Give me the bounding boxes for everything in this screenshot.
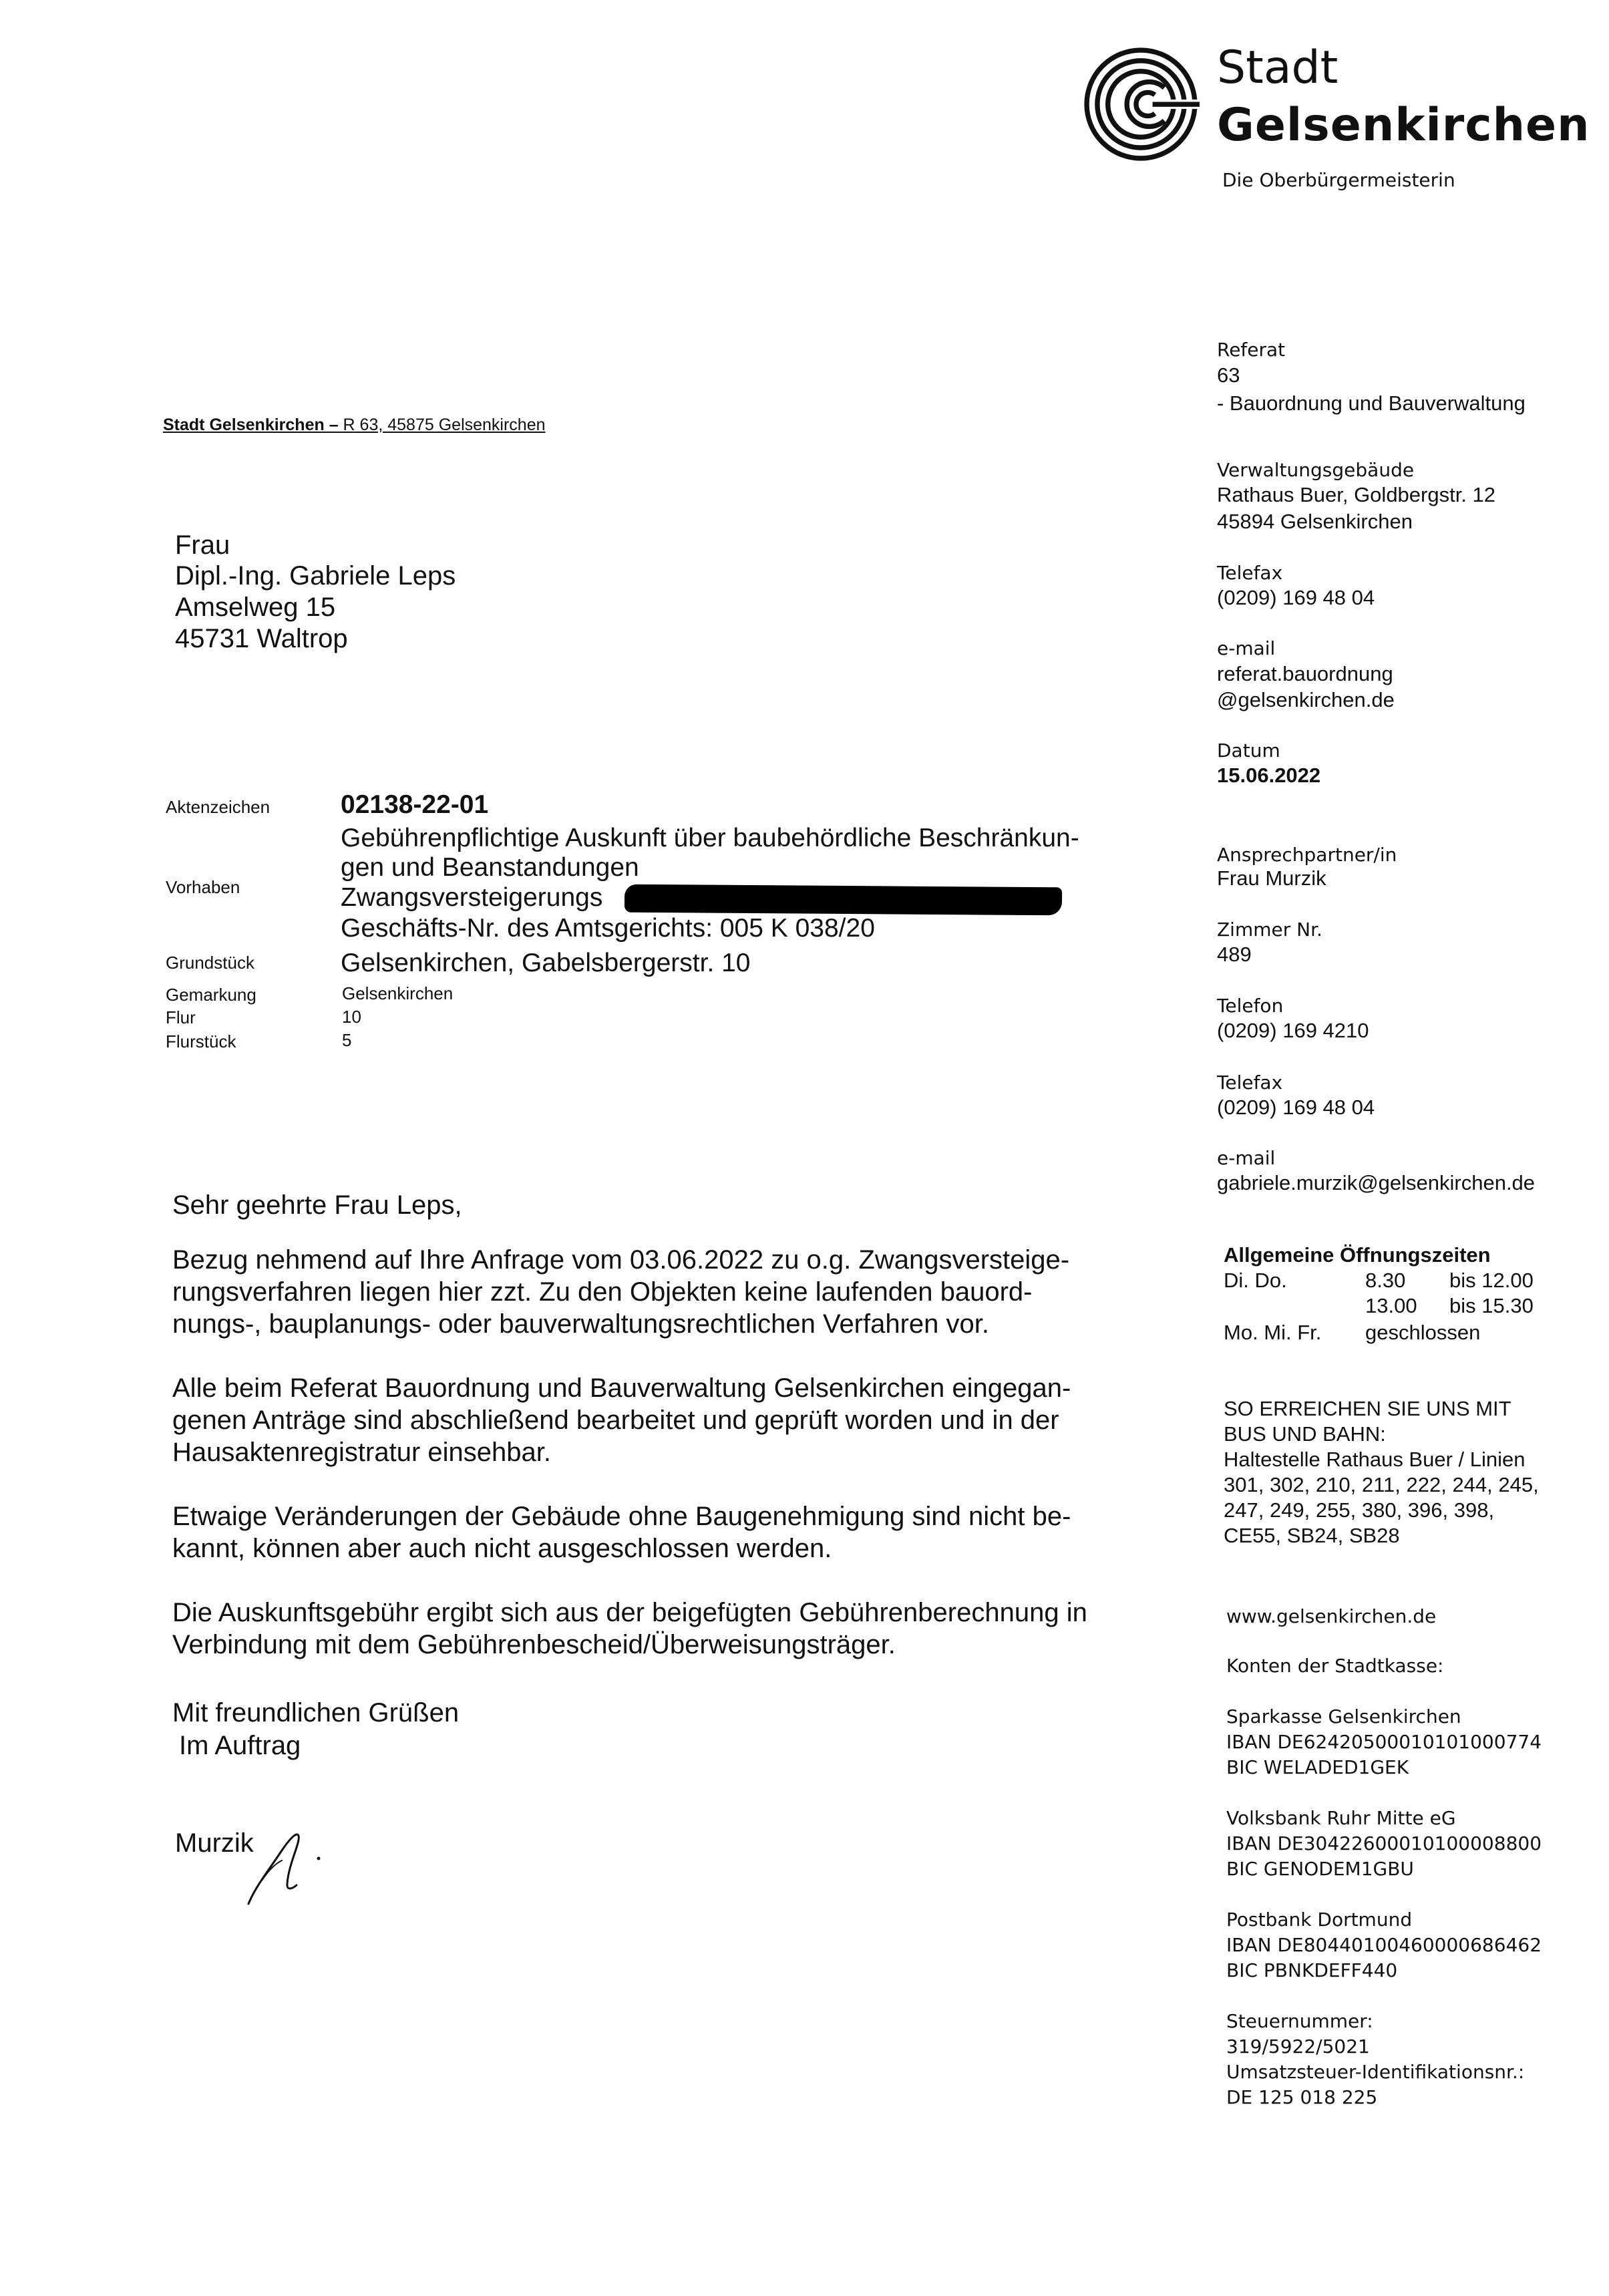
opening-hours-title: Allgemeine Öffnungszeiten	[1224, 1243, 1491, 1267]
referat-name: - Bauordnung und Bauverwaltung	[1217, 391, 1526, 415]
hours-from-1: 8.30	[1365, 1269, 1406, 1292]
date-value: 15.06.2022	[1217, 764, 1321, 787]
paragraph-1-line-1: Bezug nehmend auf Ihre Anfrage vom 03.06.2022 zu o.g. Zwangsversteige-	[172, 1245, 1070, 1275]
aktenzeichen-label: Aktenzeichen	[166, 797, 271, 817]
hours-to-2: bis 15.30	[1449, 1294, 1534, 1317]
hours-from-2: 13.00	[1365, 1294, 1417, 1317]
bus-line-3: Haltestelle Rathaus Buer / Linien	[1224, 1448, 1526, 1471]
vorhaben-line1: Gebührenpflichtige Auskunft über baubehördliche Beschränkun-	[341, 824, 1079, 852]
recipient-salutation: Frau	[175, 530, 230, 560]
paragraph-3-line-1: Etwaige Veränderungen der Gebäude ohne Baugenehmigung sind nicht be-	[172, 1502, 1071, 1531]
paragraph-3-line-2: kannt, können aber auch nicht ausgeschlossen werden.	[172, 1534, 832, 1563]
tax-value: 319/5922/5021	[1226, 2035, 1370, 2058]
phone-label: Telefon	[1217, 995, 1284, 1017]
phone-value: (0209) 169 4210	[1217, 1019, 1369, 1042]
bus-line-1: SO ERREICHEN SIE UNS MIT	[1224, 1397, 1511, 1420]
room-label: Zimmer Nr.	[1217, 919, 1322, 941]
redaction-bar	[624, 884, 1062, 916]
email1-label: e-mail	[1217, 637, 1276, 659]
paragraph-1-line-2: rungsverfahren liegen hier zzt. Zu den Objekten keine laufenden bauord-	[172, 1277, 1033, 1307]
bank1-name: Sparkasse Gelsenkirchen	[1226, 1705, 1461, 1728]
bank3-iban: IBAN DE80440100460000686462	[1226, 1934, 1542, 1956]
email2-label: e-mail	[1217, 1147, 1276, 1169]
bus-line-4: 301, 302, 210, 211, 222, 244, 245,	[1224, 1473, 1539, 1496]
city-logo-icon	[1082, 45, 1200, 163]
bus-line-6: CE55, SB24, SB28	[1224, 1524, 1400, 1547]
grundstueck-label: Grundstück	[166, 953, 254, 973]
recipient-name: Dipl.-Ing. Gabriele Leps	[175, 561, 456, 591]
bank3-bic: BIC PBNKDEFF440	[1226, 1959, 1398, 1981]
flurstueck-label: Flurstück	[166, 1031, 236, 1051]
recipient-city: 45731 Waltrop	[175, 624, 348, 653]
fax2-value: (0209) 169 48 04	[1217, 1096, 1375, 1119]
fax2-label: Telefax	[1217, 1072, 1283, 1094]
accounts-label: Konten der Stadtkasse:	[1226, 1655, 1444, 1677]
vat-value: DE 125 018 225	[1226, 2086, 1378, 2108]
bank2-name: Volksbank Ruhr Mitte eG	[1226, 1807, 1456, 1829]
gemarkung-label: Gemarkung	[166, 985, 256, 1005]
building-line1: Rathaus Buer, Goldbergstr. 12	[1217, 483, 1496, 506]
salutation: Sehr geehrte Frau Leps,	[172, 1190, 462, 1220]
logo-city-name: Gelsenkirchen	[1217, 99, 1590, 152]
vorhaben-line4: Geschäfts-Nr. des Amtsgerichts: 005 K 038/20	[341, 914, 875, 943]
grundstueck-value: Gelsenkirchen, Gabelsbergerstr. 10	[341, 949, 751, 977]
referat-number: 63	[1217, 363, 1240, 387]
recipient-street: Amselweg 15	[175, 593, 336, 622]
flurstueck-value: 5	[342, 1030, 352, 1050]
email2-value: gabriele.murzik@gelsenkirchen.de	[1217, 1171, 1536, 1194]
signature-name: Murzik	[175, 1828, 254, 1858]
closing-greeting: Mit freundlichen Grüßen	[172, 1698, 460, 1728]
referat-label: Referat	[1217, 339, 1286, 361]
email1-line2: @gelsenkirchen.de	[1217, 688, 1395, 711]
website-link[interactable]: www.gelsenkirchen.de	[1226, 1605, 1437, 1627]
date-label: Datum	[1217, 740, 1280, 762]
return-address-org: Stadt Gelsenkirchen –	[163, 416, 339, 434]
contact-label: Ansprechpartner/in	[1217, 844, 1397, 866]
bus-line-2: BUS UND BAHN:	[1224, 1422, 1386, 1446]
fax1-label: Telefax	[1217, 562, 1283, 584]
bank2-bic: BIC GENODEM1GBU	[1226, 1858, 1414, 1880]
bus-line-5: 247, 249, 255, 380, 396, 398,	[1224, 1498, 1495, 1522]
logo-city-word: Stadt	[1217, 41, 1338, 94]
contact-value: Frau Murzik	[1217, 866, 1326, 890]
hours-days-3: Mo. Mi. Fr.	[1224, 1321, 1322, 1344]
vorhaben-line3: Zwangsversteigerungs	[341, 883, 603, 912]
tax-label: Steuernummer:	[1226, 2010, 1373, 2032]
paragraph-2-line-3: Hausaktenregistratur einsehbar.	[172, 1438, 551, 1467]
fax1-value: (0209) 169 48 04	[1217, 586, 1375, 609]
bank1-iban: IBAN DE62420500010101000774	[1226, 1731, 1542, 1753]
building-line2: 45894 Gelsenkirchen	[1217, 510, 1413, 533]
hours-days-1: Di. Do.	[1224, 1269, 1287, 1292]
paragraph-2-line-2: genen Anträge sind abschließend bearbeitet und geprüft worden und in der	[172, 1406, 1059, 1435]
vat-label: Umsatzsteuer-Identifikationsnr.:	[1226, 2061, 1525, 2083]
handwritten-signature-icon	[235, 1824, 322, 1911]
building-label: Verwaltungsgebäude	[1217, 459, 1415, 481]
directions-block	[1224, 1396, 1539, 1548]
paragraph-1-line-3: nungs-, bauplanungs- oder bauverwaltungsrechtlichen Verfahren vor.	[172, 1309, 990, 1339]
hours-status-3: geschlossen	[1365, 1321, 1481, 1344]
email1-line1: referat.bauordnung	[1217, 662, 1393, 685]
bank3-name: Postbank Dortmund	[1226, 1909, 1413, 1931]
vorhaben-line2: gen und Beanstandungen	[341, 853, 639, 882]
closing-on-behalf: Im Auftrag	[179, 1731, 301, 1760]
gemarkung-value: Gelsenkirchen	[342, 983, 454, 1003]
hours-to-1: bis 12.00	[1449, 1269, 1534, 1292]
flur-value: 10	[342, 1007, 361, 1027]
return-address	[163, 414, 546, 436]
bank2-iban: IBAN DE30422600010100008800	[1226, 1832, 1542, 1854]
aktenzeichen-value: 02138-22-01	[341, 790, 489, 819]
bank1-bic: BIC WELADED1GEK	[1226, 1756, 1409, 1778]
paragraph-2-line-1: Alle beim Referat Bauordnung und Bauverwaltung Gelsenkirchen eingegan-	[172, 1373, 1071, 1403]
return-address-rest: R 63, 45875 Gelsenkirchen	[338, 416, 546, 434]
room-value: 489	[1217, 943, 1252, 966]
vorhaben-label: Vorhaben	[166, 877, 240, 897]
flur-label: Flur	[166, 1007, 196, 1027]
logo-subtitle: Die Oberbürgermeisterin	[1222, 169, 1455, 191]
paragraph-4-line-2: Verbindung mit dem Gebührenbescheid/Überweisungsträger.	[172, 1630, 896, 1659]
paragraph-4-line-1: Die Auskunftsgebühr ergibt sich aus der beigefügten Gebührenberechnung in	[172, 1598, 1087, 1627]
